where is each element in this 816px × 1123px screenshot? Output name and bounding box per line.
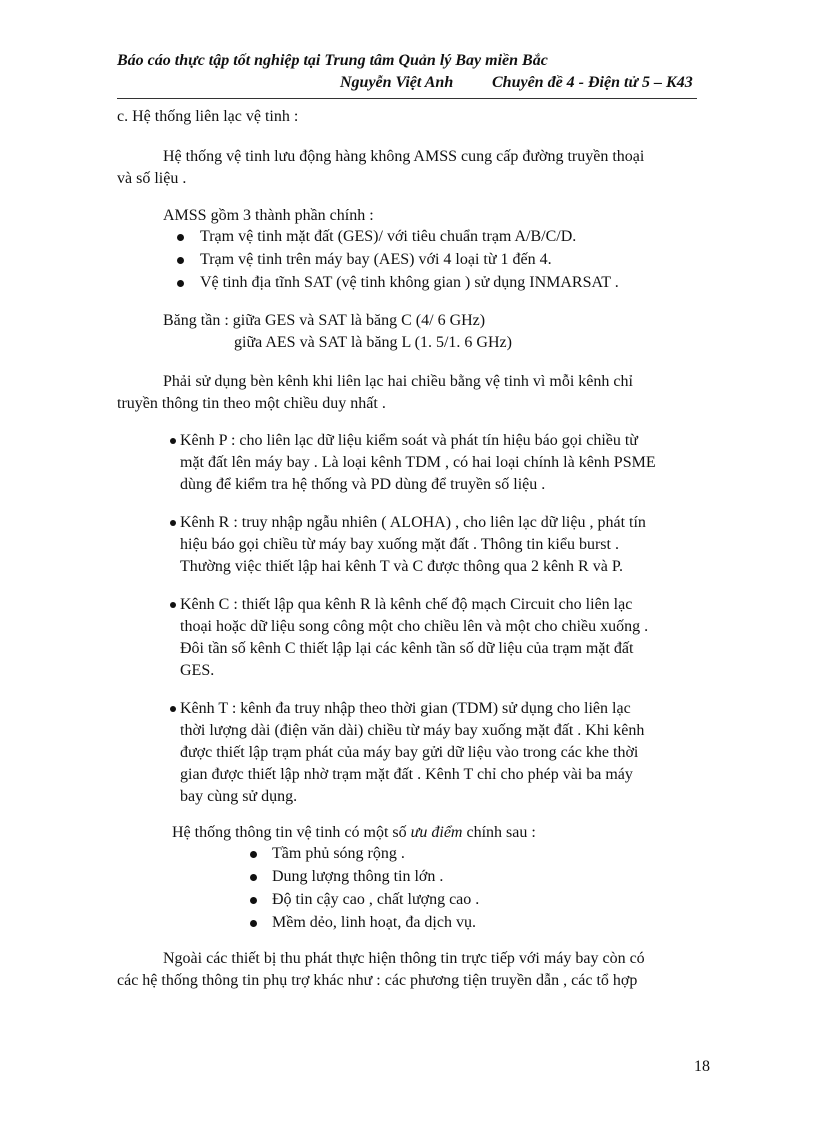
advantages-lead-after: chính sau : (466, 824, 536, 841)
channel-r-line-1: Kênh R : truy nhập ngẫu nhiên ( ALOHA) , cho liên lạc dữ liệu , phát tín (180, 514, 646, 531)
bullet-icon (170, 706, 176, 712)
bullet-icon (177, 234, 184, 241)
channel-c-line-3: Đôi tần số kênh C thiết lập lại các kênh tần số dữ liệu của trạm mặt đất (180, 640, 634, 657)
advantage-item-1: Tầm phủ sóng rộng . (272, 845, 405, 862)
section-title: c. Hệ thống liên lạc vệ tinh : (117, 108, 299, 125)
amss-item-1: Trạm vệ tinh mặt đất (GES)/ với tiêu chuẩn trạm A/B/C/D. (200, 228, 577, 245)
amss-item-3: Vệ tinh địa tĩnh SAT (vệ tinh không gian ) sử dụng INMARSAT . (200, 274, 619, 291)
header-course: Chuyên đề 4 - Điện tử 5 – K43 (492, 74, 693, 91)
header-author: Nguyễn Việt Anh (340, 74, 454, 91)
closing-line-1: Ngoài các thiết bị thu phát thực hiện thông tin trực tiếp với máy bay còn có (163, 950, 645, 967)
advantage-item-2: Dung lượng thông tin lớn . (272, 868, 444, 885)
advantages-lead-emphasis: ưu điểm (410, 824, 463, 841)
bullet-icon (250, 920, 257, 927)
bullet-icon (177, 257, 184, 264)
advantage-item-4: Mềm dẻo, linh hoạt, đa dịch vụ. (272, 914, 476, 931)
bullet-icon (250, 874, 257, 881)
channel-t-line-5: bay cùng sử dụng. (180, 788, 298, 805)
channel-p-line-2: mặt đất lên máy bay . Là loại kênh TDM , có hai loại chính là kênh PSME (180, 454, 656, 471)
sideband-line-1: Phải sử dụng bèn kênh khi liên lạc hai chiều bằng vệ tinh vì mỗi kênh chỉ (163, 373, 633, 390)
channel-p-line-1: Kênh P : cho liên lạc dữ liệu kiểm soát và phát tín hiệu báo gọi chiều từ (180, 432, 638, 449)
channel-c-line-1: Kênh C : thiết lập qua kênh R là kênh chế độ mạch Circuit cho liên lạc (180, 596, 633, 613)
header-rule (117, 98, 697, 99)
advantage-item-3: Độ tin cậy cao , chất lượng cao . (272, 891, 480, 908)
header-title: Báo cáo thực tập tốt nghiệp tại Trung tâm Quản lý Bay miền Bắc (117, 52, 548, 69)
amss-item-2: Trạm vệ tinh trên máy bay (AES) với 4 loại từ 1 đến 4. (200, 251, 552, 268)
channel-r-line-2: hiệu báo gọi chiều từ máy bay xuống mặt đất . Thông tin kiểu burst . (180, 536, 619, 553)
bullet-icon (177, 280, 184, 287)
channel-c-line-2: thoại hoặc dữ liệu song công một cho chiều lên và một cho chiều xuống . (180, 618, 649, 635)
channel-r-line-3: Thường việc thiết lập hai kênh T và C được thông qua 2 kênh R và P. (180, 558, 623, 575)
channel-p-line-3: dùng để kiểm tra hệ thống và PD dùng để truyền số liệu . (180, 476, 546, 493)
amss-lead: AMSS gồm 3 thành phần chính : (163, 207, 374, 224)
channel-t-line-3: được thiết lập trạm phát của máy bay gửi dữ liệu vào trong các khe thời (180, 744, 639, 761)
bullet-icon (170, 520, 176, 526)
intro-line-1: Hệ thống vệ tinh lưu động hàng không AMSS cung cấp đường truyền thoại (163, 148, 645, 165)
advantages-lead-before: Hệ thống thông tin vệ tinh có một số (172, 824, 407, 841)
channel-t-line-4: gian được thiết lập nhờ trạm mặt đất . Kênh T chỉ cho phép vài ba máy (180, 766, 633, 783)
sideband-line-2: truyền thông tin theo một chiều duy nhất . (117, 395, 386, 412)
page-number: 18 (694, 1058, 710, 1075)
bullet-icon (170, 438, 176, 444)
intro-line-2: và số liệu . (117, 170, 187, 187)
channel-t-line-1: Kênh T : kênh đa truy nhập theo thời gian (TDM) sử dụng cho liên lạc (180, 700, 631, 717)
bullet-icon (250, 851, 257, 858)
band-line-1: Băng tần : giữa GES và SAT là băng C (4/ 6 GHz) (163, 312, 486, 329)
advantages-lead (172, 822, 536, 844)
band-line-2: giữa AES và SAT là băng L (1. 5/1. 6 GHz) (234, 334, 512, 351)
channel-c-line-4: GES. (180, 662, 215, 679)
bullet-icon (250, 897, 257, 904)
channel-t-line-2: thời lượng dài (điện văn dài) chiều từ máy bay xuống mặt đất . Khi kênh (180, 722, 645, 739)
bullet-icon (170, 602, 176, 608)
closing-line-2: các hệ thống thông tin phụ trợ khác như : các phương tiện truyền dẫn , các tổ hợp (117, 972, 638, 989)
